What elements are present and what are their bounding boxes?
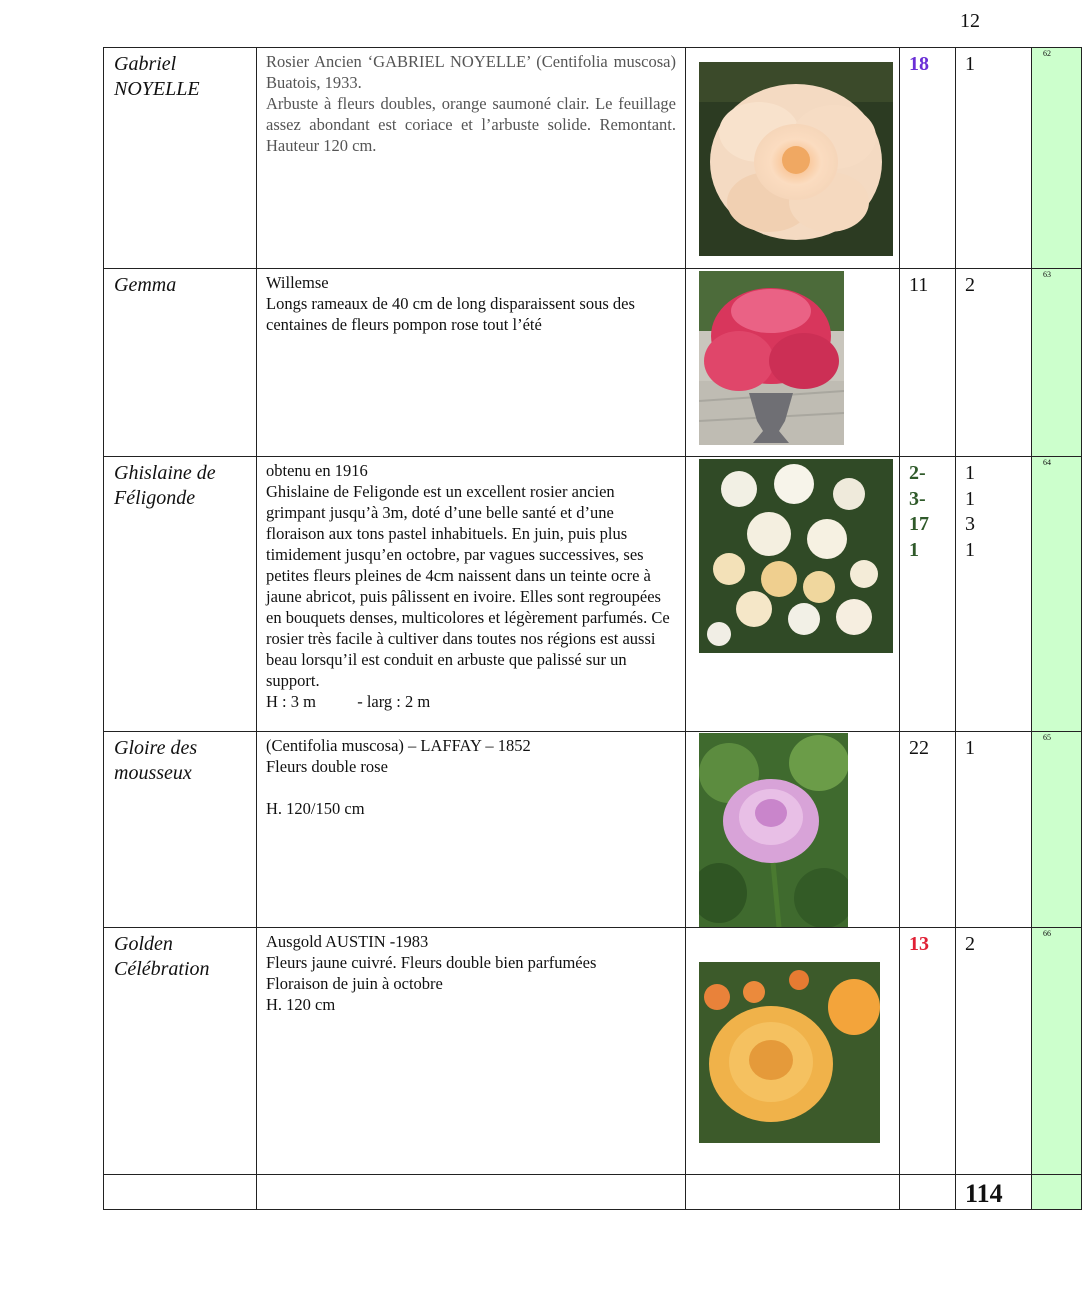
quantity-cell: 2: [956, 928, 1032, 1175]
entry-number: 64: [1032, 457, 1082, 732]
quantity-cell: 1: [956, 732, 1032, 928]
cream-climbing-roses-photo: [699, 459, 893, 653]
total-value: 114: [965, 1179, 1003, 1208]
rose-photo-cell: [686, 48, 900, 269]
rose-photo-cell: [686, 732, 900, 928]
rose-name: Gabriel NOYELLE: [104, 48, 257, 269]
rose-catalog-table: [103, 47, 1082, 1210]
entry-number: 66: [1032, 928, 1082, 1175]
quantity-cell: 1: [956, 48, 1032, 269]
quantity-cell: 2: [956, 269, 1032, 457]
rose-name: Gemma: [104, 269, 257, 457]
rose-description: Rosier Ancien ‘GABRIEL NOYELLE’ (Centifolia muscosa) Buatois, 1933. Arbuste à fleurs doubles, orange saumoné clair. Le feuillage assez abondant est coriace et l’arbuste solide. Remontant. Hauteur 120 cm.: [257, 48, 686, 269]
pink-moss-rose-photo: [699, 733, 848, 927]
rose-name: Golden Célébration: [104, 928, 257, 1175]
rose-description: Ausgold AUSTIN -1983 Fleurs jaune cuivré. Fleurs double bien parfumées Floraison de juin à octobre H. 120 cm: [257, 928, 686, 1175]
reference-cell: 13: [900, 928, 956, 1175]
entry-number: 62: [1032, 48, 1082, 269]
table-row: [104, 928, 1082, 1175]
rose-description: Willemse Longs rameaux de 40 cm de long disparaissent sous des centaines de fleurs pompon rose tout l’été: [257, 269, 686, 457]
rose-description: (Centifolia muscosa) – LAFFAY – 1852 Fleurs double rose H. 120/150 cm: [257, 732, 686, 928]
rose-description: obtenu en 1916 Ghislaine de Feligonde est un excellent rosier ancien grimpant jusqu’à 3m, doté d’une belle santé et d’une floraison aux tons pastel inhabituels. En juin, puis plus timidement jusqu’en octobre, par vagues successives, ses petites fleurs pleines de 4cm naissent dans un teinte ocre à jaune abricot, puis pâlissent en ivoire. Elles sont regroupées en bouquets denses, multicolores et légèrement parfumés. Ce rosier très facile à cultiver dans toutes nos régions est aussi beau lorsqu’il est conduit en arbuste que palissé sur un support. H : 3 m - larg : 2 m: [257, 457, 686, 732]
entry-number: 63: [1032, 269, 1082, 457]
rose-photo-cell: [686, 269, 900, 457]
quantity-cell: 1 1 3 1: [956, 457, 1032, 732]
page-number: 12: [960, 10, 980, 32]
reference-cell: 18: [900, 48, 956, 269]
rose-photo-cell: [686, 928, 900, 1175]
entry-number: 65: [1032, 732, 1082, 928]
reference-cell: 22: [900, 732, 956, 928]
rose-photo-cell: [686, 457, 900, 732]
reference-cell: 2- 3- 17 1: [900, 457, 956, 732]
rose-name: Gloire des mousseux: [104, 732, 257, 928]
reference-cell: 11: [900, 269, 956, 457]
rose-name: Ghislaine de Féligonde: [104, 457, 257, 732]
golden-rose-photo: [699, 962, 880, 1143]
table-row: [104, 457, 1082, 732]
peach-rose-photo: [699, 62, 893, 256]
pink-rose-urn-photo: [699, 271, 844, 445]
total-cell: [956, 1175, 1032, 1210]
table-row: [104, 48, 1082, 269]
table-row: [104, 732, 1082, 928]
table-row: [104, 269, 1082, 457]
total-row: [104, 1175, 1082, 1210]
